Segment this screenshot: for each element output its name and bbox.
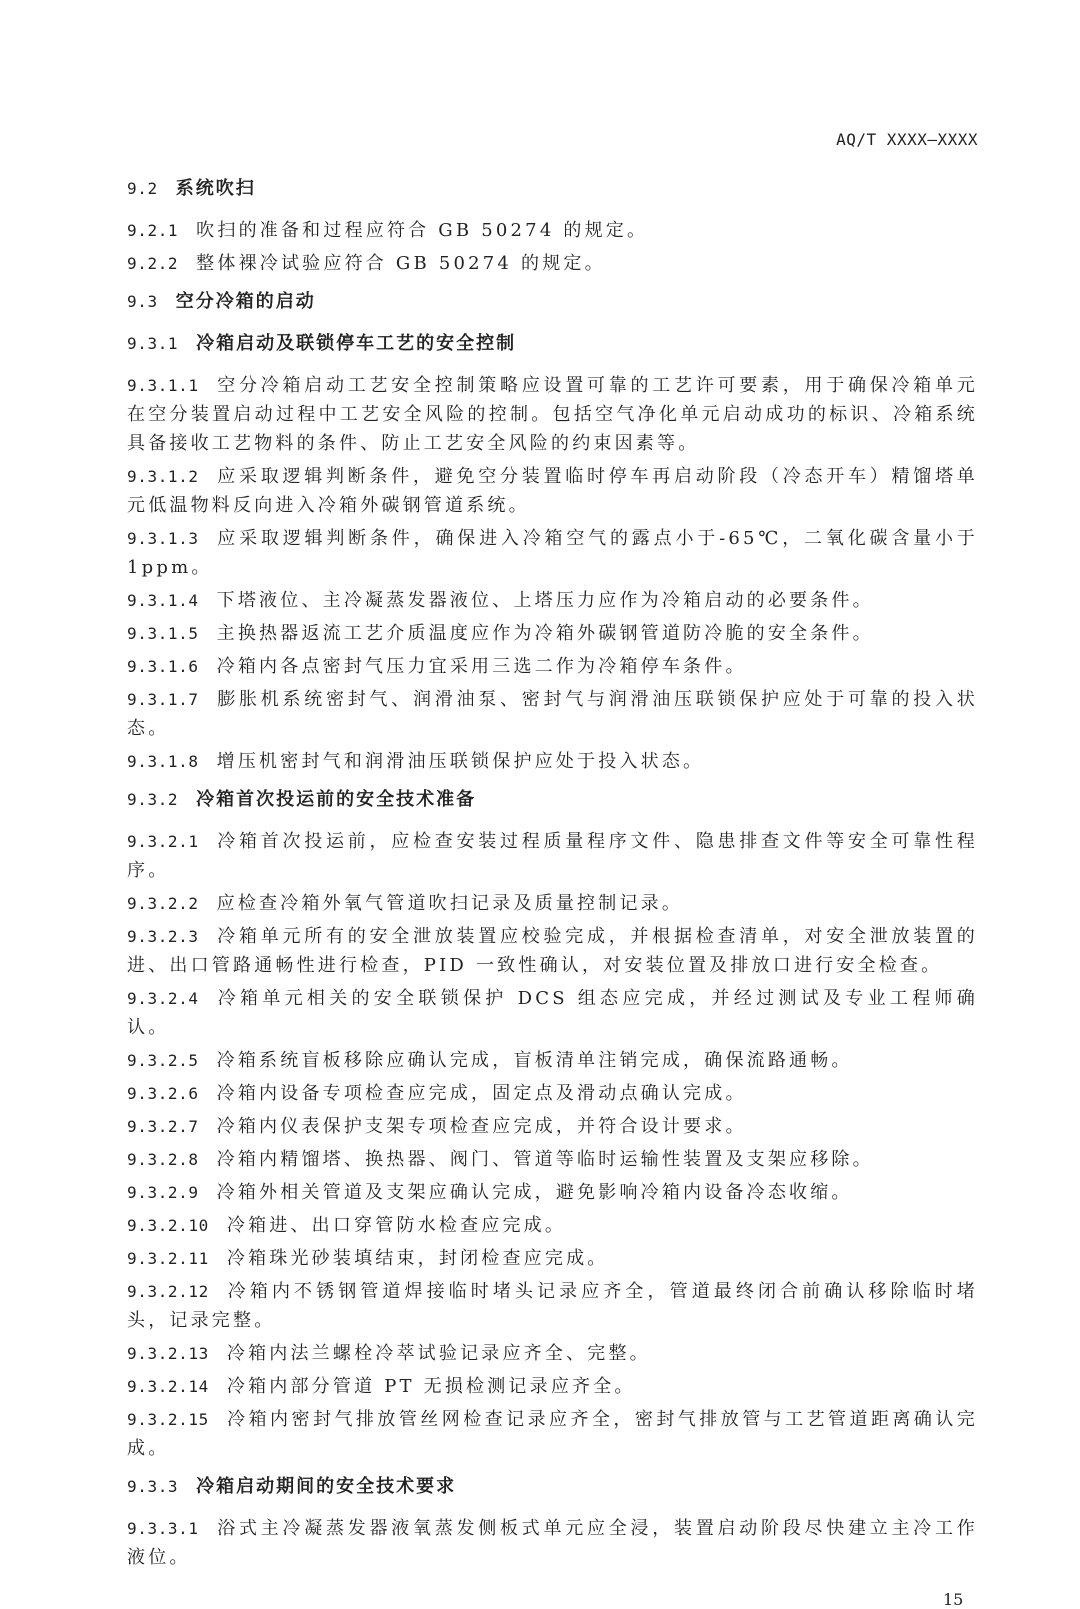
clause-text: 吹扫的准备和过程应符合 GB 50274 的规定。 [196, 220, 649, 241]
clause-paragraph [127, 827, 978, 885]
clause-number: 9.3.2.11 [127, 1249, 209, 1268]
section-heading [127, 174, 978, 203]
clause-number: 9.3.1.5 [127, 624, 199, 643]
clause-text: 冷箱单元相关的安全联锁保护 DCS 组态应完成，并经过测试及专业工程师确认。 [127, 988, 978, 1038]
clause-number: 9.3.2.5 [127, 1051, 199, 1070]
clause-paragraph [127, 1079, 978, 1108]
clause-text: 冷箱进、出口穿管防水检查应完成。 [226, 1215, 567, 1236]
clause-paragraph [127, 216, 978, 245]
clause-number: 9.3.2 [127, 790, 179, 809]
clause-number: 9.3.1.6 [127, 657, 199, 676]
clause-text: 冷箱启动及联锁停车工艺的安全控制 [196, 333, 517, 354]
clause-paragraph [127, 249, 978, 278]
clause-text: 应采取逻辑判断条件，避免空分装置临时停车再启动阶段（冷态开车）精馏塔单元低温物料反向进入冷箱外碳钢管道系统。 [127, 466, 978, 516]
clause-text: 增压机密封气和润滑油压联锁保护应处于投入状态。 [216, 751, 705, 772]
clause-text: 冷箱首次投运前的安全技术准备 [196, 789, 477, 810]
clause-text: 冷箱内法兰螺栓冷萃试验记录应齐全、完整。 [226, 1343, 651, 1364]
clause-text: 冷箱单元所有的安全泄放装置应校验完成，并根据检查清单，对安全泄放装置的进、出口管路通畅性进行检查，PID 一致性确认，对安装位置及排放口进行安全检查。 [127, 926, 978, 976]
clause-number: 9.3.1.3 [127, 529, 199, 548]
clause-number: 9.3.1.8 [127, 752, 199, 771]
clause-text: 冷箱首次投运前，应检查安装过程质量程序文件、隐患排查文件等安全可靠性程序。 [127, 831, 978, 881]
clause-number: 9.3.2.14 [127, 1377, 209, 1396]
clause-number: 9.2.2 [127, 254, 179, 273]
clause-text: 冷箱内密封气排放管丝网检查记录应齐全，密封气排放管与工艺管道距离确认完成。 [127, 1409, 978, 1459]
clause-number: 9.3.2.12 [127, 1282, 209, 1301]
clause-paragraph [127, 371, 978, 458]
section-heading [127, 1472, 978, 1501]
clause-text: 冷箱内部分管道 PT 无损检测记录应齐全。 [226, 1376, 636, 1397]
clause-number: 9.2 [127, 179, 158, 198]
clause-text: 冷箱内各点密封气压力宜采用三选二作为冷箱停车条件。 [216, 656, 747, 677]
clause-number: 9.3.2.15 [127, 1410, 209, 1429]
clause-text: 冷箱外相关管道及支架应确认完成，避免影响冷箱内设备冷态收缩。 [216, 1182, 853, 1203]
clause-text: 冷箱系统盲板移除应确认完成，盲板清单注销完成，确保流路通畅。 [216, 1050, 853, 1071]
clause-paragraph [127, 1405, 978, 1463]
page-number: 15 [943, 1590, 964, 1609]
clause-number: 9.3.2.7 [127, 1117, 199, 1136]
clause-text: 主换热器返流工艺介质温度应作为冷箱外碳钢管道防冷脆的安全条件。 [216, 623, 874, 644]
clause-paragraph [127, 922, 978, 980]
clause-number: 9.3.3.1 [127, 1519, 199, 1538]
clause-paragraph [127, 984, 978, 1042]
clause-paragraph [127, 1244, 978, 1273]
section-heading [127, 785, 978, 814]
clause-paragraph [127, 1145, 978, 1174]
clause-paragraph [127, 889, 978, 918]
section-heading [127, 329, 978, 358]
clause-paragraph [127, 685, 978, 743]
clause-paragraph [127, 524, 978, 582]
clause-text: 冷箱内设备专项检查应完成，固定点及滑动点确认完成。 [216, 1083, 747, 1104]
clause-paragraph [127, 1046, 978, 1075]
document-code-header: AQ/T XXXX—XXXX [836, 130, 978, 149]
clause-text: 冷箱内精馏塔、换热器、阀门、管道等临时运输性装置及支架应移除。 [216, 1149, 874, 1170]
clause-paragraph [127, 1211, 978, 1240]
clause-paragraph [127, 1178, 978, 1207]
clause-number: 9.3.1 [127, 334, 179, 353]
clause-paragraph [127, 586, 978, 615]
clause-number: 9.2.1 [127, 221, 179, 240]
clause-number: 9.3.1.2 [127, 467, 199, 486]
clause-number: 9.3.1.4 [127, 591, 199, 610]
clause-paragraph [127, 652, 978, 681]
clause-number: 9.3.3 [127, 1477, 179, 1496]
section-heading [127, 287, 978, 316]
clause-text: 浴式主冷凝蒸发器液氧蒸发侧板式单元应全浸，装置启动阶段尽快建立主冷工作液位。 [127, 1518, 978, 1568]
clause-text: 应检查冷箱外氧气管道吹扫记录及质量控制记录。 [216, 893, 684, 914]
clause-text: 系统吹扫 [175, 178, 256, 199]
clause-number: 9.3.2.3 [127, 927, 199, 946]
clause-text: 应采取逻辑判断条件，确保进入冷箱空气的露点小于-65℃，二氧化碳含量小于 1ppm。 [127, 528, 978, 578]
clause-paragraph [127, 747, 978, 776]
clause-paragraph [127, 1277, 978, 1335]
clause-text: 整体裸冷试验应符合 GB 50274 的规定。 [196, 253, 606, 274]
clause-number: 9.3 [127, 292, 158, 311]
clause-number: 9.3.2.6 [127, 1084, 199, 1103]
clause-paragraph [127, 1339, 978, 1368]
clause-paragraph [127, 1372, 978, 1401]
clause-text: 冷箱内仪表保护支架专项检查应完成，并符合设计要求。 [216, 1116, 747, 1137]
clause-number: 9.3.2.4 [127, 989, 199, 1008]
clause-text: 空分冷箱的启动 [175, 291, 316, 312]
clause-paragraph [127, 1112, 978, 1141]
document-body [127, 174, 978, 1576]
clause-text: 膨胀机系统密封气、润滑油泵、密封气与润滑油压联锁保护应处于可靠的投入状态。 [127, 689, 978, 739]
clause-number: 9.3.2.2 [127, 894, 199, 913]
clause-number: 9.3.2.8 [127, 1150, 199, 1169]
clause-number: 9.3.2.13 [127, 1344, 209, 1363]
clause-text: 冷箱珠光砂装填结束，封闭检查应完成。 [226, 1248, 609, 1269]
clause-text: 空分冷箱启动工艺安全控制策略应设置可靠的工艺许可要素，用于确保冷箱单元在空分装置启动过程中工艺安全风险的控制。包括空气净化单元启动成功的标识、冷箱系统具备接收工艺物料的条件、防止工艺安全风险的约束因素等。 [127, 375, 978, 454]
clause-number: 9.3.1.1 [127, 376, 199, 395]
clause-text: 下塔液位、主冷凝蒸发器液位、上塔压力应作为冷箱启动的必要条件。 [216, 590, 874, 611]
clause-number: 9.3.2.10 [127, 1216, 209, 1235]
clause-number: 9.3.1.7 [127, 690, 199, 709]
clause-text: 冷箱启动期间的安全技术要求 [196, 1476, 457, 1497]
clause-number: 9.3.2.1 [127, 832, 199, 851]
clause-paragraph [127, 619, 978, 648]
clause-paragraph [127, 462, 978, 520]
clause-number: 9.3.2.9 [127, 1183, 199, 1202]
clause-paragraph [127, 1514, 978, 1572]
clause-text: 冷箱内不锈钢管道焊接临时堵头记录应齐全，管道最终闭合前确认移除临时堵头，记录完整。 [127, 1281, 978, 1331]
